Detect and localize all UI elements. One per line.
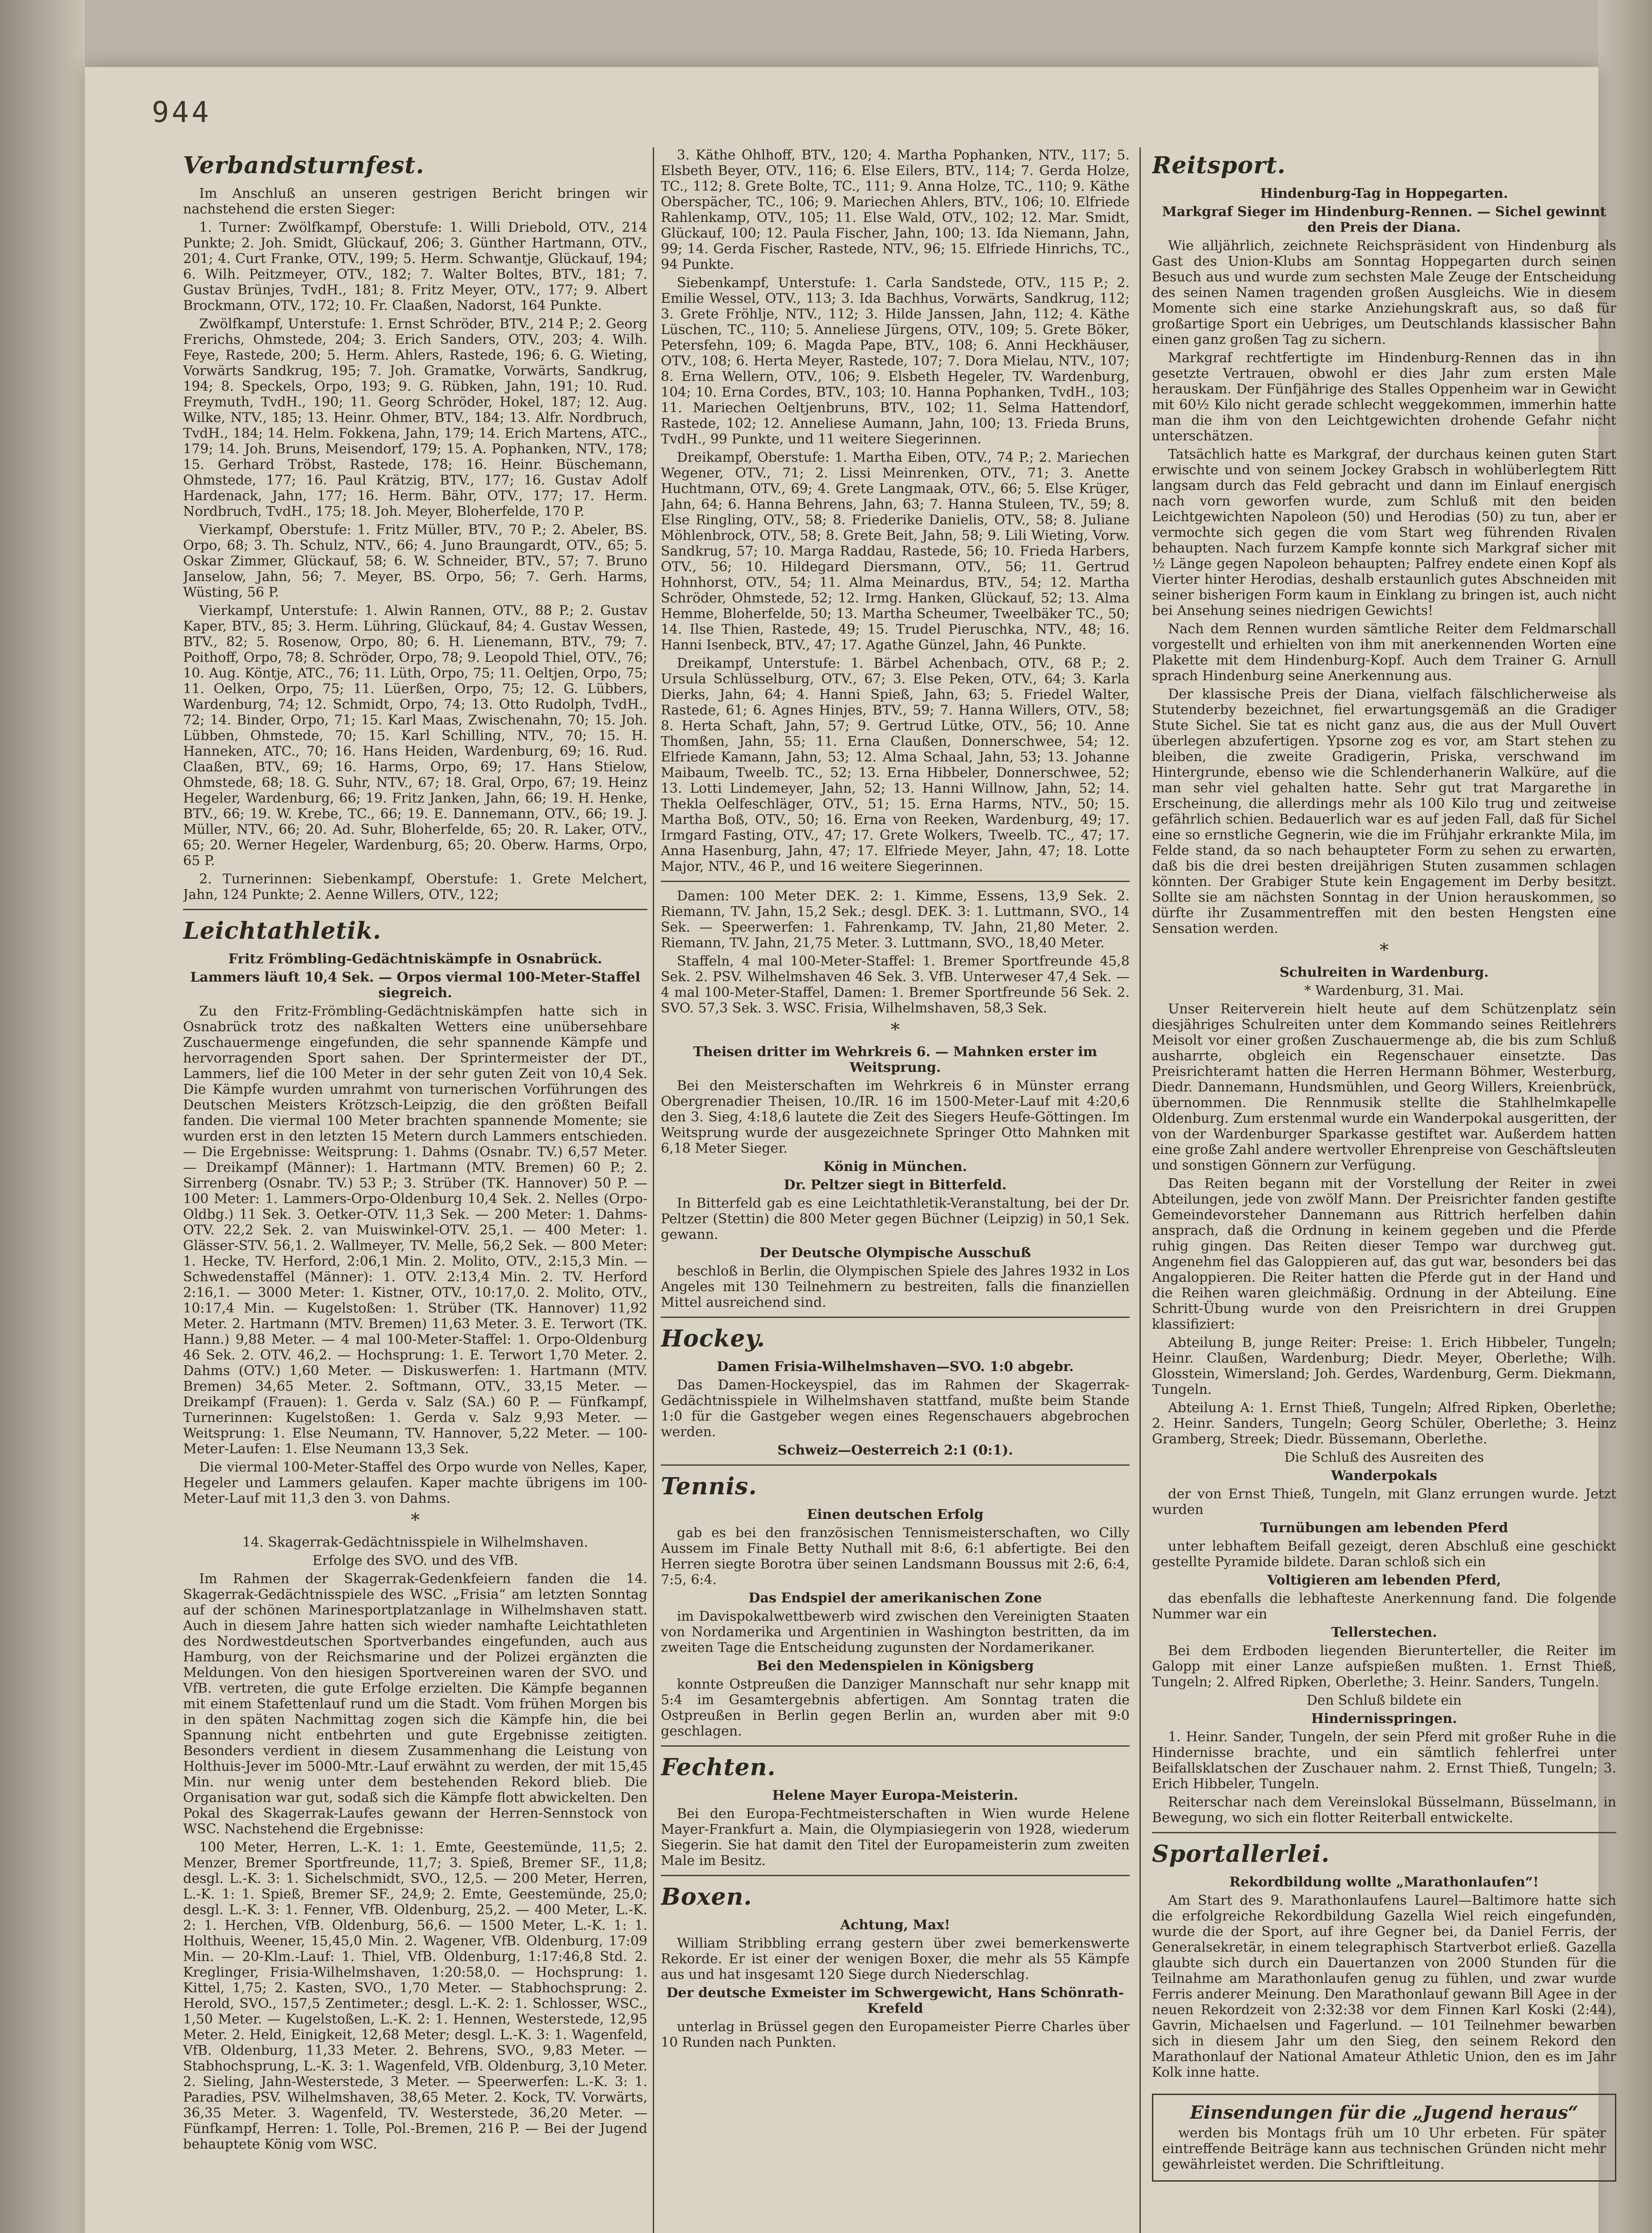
paragraph: Das Reiten begann mit der Vorstellung der Reiter in zwei Abteilungen, jede von zwölf Mann. Der Preisrichter fanden gestifte Gemeindevorsteher Dannemann aus Rittrich herfelben dahin ansprach, daß die Ordnung in keinem gegeben und die Pferde ruhig gingen. Das Reiten dieser Tempo war durchweg gut. Angenehm fiel das Galoppieren auf, das gut war, besonders bei das Angaloppieren. Die Reiter hatten die Pferde gut in der Hand und die Reihen waren gleichmäßig. Ordnung in der Abteilung. Eine Schritt-Übung wurde von den Preisrichtern in drei Gruppen klassifiziert: bbox=[1152, 1176, 1616, 1332]
article-headline: 14. Skagerrak-Gedächtnisspiele in Wilhelmshaven. bbox=[242, 1535, 588, 1550]
paragraph: gab es bei den französischen Tennismeisterschaften, wo Cilly Aussem im Finale Betty Nuthall mit 8:6, 6:1 abfertigte. Bei den Herren siegte Borotra über seinen Landsmann Boussus mit 2:6, 6:4, 7:5, 6:4. bbox=[661, 1525, 1130, 1588]
article-subheadline: Markgraf Sieger im Hindenburg-Rennen. — Sichel gewinnt den Preis der Diana. bbox=[1162, 204, 1606, 235]
paragraph: Die viermal 100-Meter-Staffel des Orpo wurde von Nelles, Kaper, Hegeler und Lammers gelaufen. Kaper machte übrigens im 100-Meter-Lauf mit 11,3 den 3. von Dahms. bbox=[183, 1459, 647, 1506]
dateline: * Wardenburg, 31. Mai. bbox=[1304, 983, 1464, 999]
section-divider bbox=[661, 1464, 1130, 1466]
paragraph: Das Damen-Hockeyspiel, das im Rahmen der Skagerrak-Gedächtnisspiele in Wilhelmshaven stattfand, mußte beim Stande 1:0 für die Gastgeber wegen eines Regenschauers abgebrochen werden. bbox=[661, 1377, 1130, 1440]
section-heading-reitsport: Reitsport. bbox=[1152, 152, 1286, 179]
paragraph: unterlag in Brüssel gegen den Europameister Pierre Charles über 10 Runden nach Punkten. bbox=[661, 2019, 1130, 2050]
section-heading-leichtathletik: Leichtathletik. bbox=[183, 917, 382, 945]
article-headline: Hindenburg-Tag in Hoppegarten. bbox=[1260, 186, 1508, 201]
separator-asterisk: * bbox=[411, 1510, 420, 1530]
section-heading-sportallerlei: Sportallerlei. bbox=[1152, 1840, 1330, 1868]
article-line: Den Schluß bildete ein bbox=[1306, 1693, 1462, 1708]
section-divider bbox=[661, 1317, 1130, 1318]
paragraph: Am Start des 9. Marathonlaufens Laurel—Baltimore hatte sich die erfolgreiche Rekordbildung Gazella Wiel reich eingefunden, wurde die der Sport, auf ihre Gegner bei, da Daniel Ferris, der Generalsekretär, in einem telegraphisch Startverbot erließ. Gazella glaubte sich durch ein Dauertanzen von 2000 Stunden für die Teilnahme am Marathonlaufen genug zu fühlen, und zwar wurde Ferris anderer Meinung. Den Marathonlauf gewann Bill Agee in der neuen Rekordzeit von 2:32:38 vor dem Finnen Karl Koski (2:44), Gavrin, Michaelsen und Fagerlund. — 101 Teilnehmer bewarben sich in diesem Jahr um den Sieg, den seinem Rekord den Marathonlauf der National Amateur Athletic Union, den es im Jahr Kolk inne hatte. bbox=[1152, 1893, 1616, 2080]
article-headline: Dr. Peltzer siegt in Bitterfeld. bbox=[784, 1177, 1007, 1193]
paragraph: 3. Käthe Ohlhoff, BTV., 120; 4. Martha Pophanken, NTV., 117; 5. Elsbeth Beyer, OTV., 116; 6. Else Eilers, BTV., 114; 7. Gerda Holze, TC., 112; 8. Grete Bolte, TC., 111; 9. Anna Holze, TC., 110; 9. Käthe Oberspächer, TC., 106; 9. Mariechen Ahlers, BTV., 106; 10. Elfriede Rahlenkamp, OTV., 105; 11. Else Wald, OTV., 102; 12. Mar. Smidt, Glückauf, 100; 12. Paula Fischer, Jahn, 100; 13. Ida Niemann, Jahn, 99; 14. Gerda Fischer, Rastede, NTV., 96; 15. Elfriede Hinrichs, TC., 94 Punkte. bbox=[661, 147, 1130, 272]
paragraph: Damen: 100 Meter DEK. 2: 1. Kimme, Essens, 13,9 Sek. 2. Riemann, TV. Jahn, 15,2 Sek.; desgl. DEK. 3: 1. Luttmann, SVO., 14 Sek. — Speerwerfen: 1. Fahrenkamp, TV. Jahn, 21,80 Meter. 2. Riemann, TV. Jahn, 21,75 Meter. 3. Luttmann, SVO., 18,40 Meter. bbox=[661, 888, 1130, 951]
article-subheadline: Tellerstechen. bbox=[1331, 1625, 1437, 1640]
article-headline: Der Deutsche Olympische Ausschuß bbox=[759, 1245, 1031, 1261]
notice-box bbox=[1152, 2094, 1616, 2182]
article-subheadline: Hindernisspringen. bbox=[1311, 1711, 1457, 1727]
paragraph: Der klassische Preis der Diana, vielfach fälschlicherweise als Stutenderby bezeichnet, fiel erwartungsgemäß an die Gradiger Stute Sichel. Sie tat es nicht ganz aus, die aus der Mull Ouvert überlegen abzufertigen. Ypsorne zog es vor, am Start stehen zu bleiben, die zweite Gradigerin, Priska, verschwand im Hintergrunde, ebenso wie die Schlenderhanerin Walküre, auf die man sehr viel gehalten hatte. Sehr gut trat Margarethe in Erscheinung, die allerdings mehr als 100 Kilo trug und zeitweise gefährlich schien. Bedauerlich war es auf jeden Fall, daß für Sichel eine so ernstliche Gegnerin, wie die im Frühjahr erkrankte Mila, im Felde stand, da so nach behaupteter Form zu sehen zu erwarten, daß bis die drei besten dreijährigen Stuten zusammen schlagen könnten. Der Grabiger Stute kein Engagement im Derby besitzt. Sollte sie am nächsten Sonntag in der Union herauskommen, so dürfte ihr Zusammentreffen mit den besten Hengsten eine Sensation werden. bbox=[1152, 686, 1616, 937]
paragraph: Im Rahmen der Skagerrak-Gedenkfeiern fanden die 14. Skagerrak-Gedächtnisspiele des WSC. „Frisia“ am letzten Sonntag auf der schönen Marinesportplatzanlage in Wilhelmshaven statt. Auch in diesem Jahre hatten sich wieder namhafte Leichtathleten des Nordwestdeutschen Sportverbandes eingefunden, auch aus Hamburg, von der Reichsmarine und der Polizei ergänzten die Meldungen. Von den hiesigen Sportvereinen waren der SVO. und VfB. vertreten, die gute Erfolge erzielten. Die Kämpfe begannen mit einem Stafettenlauf rund um die Stadt. Vom frühen Morgen bis in den späten Nachmittag zogen sich die Kämpfe hin, die bei Spannung nicht entbehrten und gute Ergebnisse zeitigten. Besonders verdient in diesem Zusammenhang die Leistung von Holthuis-Jever im 5000-Mtr.-Lauf erwähnt zu werden, der mit 15,45 Min. nur wenig unter dem bestehenden Rekord blieb. Die Organisation war gut, sodaß sich die Kämpfe flott abwickelten. Den Pokal des Skagerrak-Laufes gewann der Herren-Sennstock von WSC. Nachstehend die Ergebnisse: bbox=[183, 1571, 647, 1837]
paragraph: Reiterschar nach dem Vereinslokal Büsselmann, Büsselmann, in Bewegung, wo sich ein flotter Reiterball entwickelte. bbox=[1152, 1794, 1616, 1826]
article-headline: König in München. bbox=[823, 1159, 967, 1175]
paragraph: das ebenfalls die lebhafteste Anerkennung fand. Die folgende Nummer war ein bbox=[1152, 1591, 1616, 1622]
paragraph: Abteilung A: 1. Ernst Thieß, Tungeln; Alfred Ripken, Oberlethe; 2. Heinr. Sanders, Tungeln; Georg Schüler, Oberlethe; 3. Heinz Gramberg, Streek; Diedr. Büssemann, Oberlethe. bbox=[1152, 1400, 1616, 1447]
paragraph: Wie alljährlich, zeichnete Reichspräsident von Hindenburg als Gast des Union-Klubs am Sonntag Hoppegarten durch seinen Besuch aus und wurde zum sechsten Male Zeuge der Entscheidung des seinen Namen tragenden großen Ausgleichs. Wie in diesem Momente sich eine starke Anziehungskraft aus, so daß für großartige Sport ein Uebriges, um Deutschlands klassischer Bahn einen ganz großen Tag zu sichern. bbox=[1152, 238, 1616, 347]
article-headline: Achtung, Max! bbox=[840, 1917, 951, 1933]
paragraph: Staffeln, 4 mal 100-Meter-Staffel: 1. Bremer Sportfreunde 45,8 Sek. 2. PSV. Wilhelmshaven 46 Sek. 3. VfB. Unterweser 47,4 Sek. — 4 mal 100-Meter-Staffel, Damen: 1. Bremer Sportfreunde 56 Sek. 2. SVO. 57,3 Sek. 3. WSC. Frisia, Wilhelmshaven, 58,3 Sek. bbox=[661, 953, 1130, 1016]
section-divider bbox=[183, 909, 647, 910]
paragraph: Bei den Meisterschaften im Wehrkreis 6 in Münster errang Obergrenadier Theisen, 10./IR. 16 im 1500-Meter-Lauf mit 4:20,6 den 3. Sieg, 4:18,6 lautete die Zeit des Siegers Heufe-Göttingen. Im Weitsprung wurde der ausgezeichnete Springer Otto Mahnken mit 6,18 Meter Sieger. bbox=[661, 1078, 1130, 1156]
paragraph: unter lebhaftem Beifall gezeigt, deren Abschluß eine geschickt gestellte Pyramide bildete. Daran schloß sich ein bbox=[1152, 1539, 1616, 1570]
article-line: Die Schluß des Ausreiten des bbox=[1284, 1450, 1484, 1465]
article-subheadline: Erfolge des SVO. und des VfB. bbox=[312, 1553, 518, 1568]
article-headline: Damen Frisia-Wilhelmshaven—SVO. 1:0 abgebr. bbox=[717, 1359, 1074, 1375]
paragraph: William Stribbling errang gestern über zwei bemerkenswerte Rekorde. Er ist einer der wenigen Boxer, die mehr als 55 Kämpfe aus und hat insgesamt 120 Siege durch Niederschlag. bbox=[661, 1936, 1130, 1982]
article-subheadline: Wanderpokals bbox=[1331, 1468, 1437, 1484]
section-heading-turnfest: Verbandsturnfest. bbox=[183, 152, 425, 179]
paragraph: In Bitterfeld gab es eine Leichtathletik-Veranstaltung, bei der Dr. Peltzer (Stettin) die 800 Meter gegen Büchner (Leipzig) in 50,1 Sek. gewann. bbox=[661, 1196, 1130, 1242]
article-headline: Rekordbildung wollte „Marathonlaufen“! bbox=[1229, 1874, 1539, 1890]
separator-asterisk: * bbox=[1380, 940, 1389, 961]
section-divider bbox=[1152, 1832, 1616, 1833]
section-heading-boxen: Boxen. bbox=[661, 1883, 752, 1911]
section-heading-hockey: Hockey. bbox=[661, 1325, 765, 1352]
paragraph: Vierkampf, Unterstufe: 1. Alwin Rannen, OTV., 88 P.; 2. Gustav Kaper, BTV., 85; 3. Herm. Lühring, Glückauf, 84; 4. Gustav Wessen, BTV., 82; 5. Rosenow, Orpo, 80; 6. H. Lienemann, BTV., 79; 7. Poithoff, Orpo, 78; 8. Schröder, Orpo, 78; 9. Leopold Thiel, OTV., 76; 10. Aug. Köntje, ATC., 76; 11. Lüth, Orpo, 75; 11. Oeltjen, Orpo, 75; 11. Oelken, Orpo, 75; 11. Lüerßen, Orpo, 75; 12. G. Lübbers, Wardenburg, 74; 12. Schmidt, Orpo, 74; 13. Otto Rudolph, TvdH., 72; 14. Binder, Orpo, 71; 15. Karl Maas, Zwischenahn, 70; 15. Joh. Lübben, Ohmstede, 70; 15. Karl Schilling, NTV., 70; 15. H. Hanneken, ATC., 70; 16. Hans Heiden, Wardenburg, 69; 16. Rud. Claaßen, BTV., 69; 16. Harms, Orpo, 69; 17. Hans Stielow, Ohmstede, 68; 18. G. Suhr, NTV., 67; 18. Gral, Orpo, 67; 19. Heinz Hegeler, Wardenburg, 66; 19. Fritz Janken, Jahn, 66; 19. H. Henke, BTV., 66; 19. W. Krebe, TC., 66; 19. E. Dannemann, OTV., 66; 19. J. Müller, NTV., 66; 20. Ad. Suhr, Bloherfelde, 65; 20. R. Laker, OTV., 65; 20. Werner Hegeler, Wardenburg, 65; 20. Oberw. Harms, Orpo, 65 P. bbox=[183, 603, 647, 869]
paragraph: Dreikampf, Oberstufe: 1. Martha Eiben, OTV., 74 P.; 2. Mariechen Wegener, OTV., 71; 2. Lissi Meinrenken, OTV., 71; 3. Anette Huchtmann, OTV., 69; 4. Grete Langmaak, OTV., 66; 5. Else Krüger, Jahn, 64; 6. Hanna Behrens, Jahn, 63; 7. Hanna Stuleen, TV., 59; 8. Else Ringling, OTV., 58; 8. Friederike Danielis, OTV., 58; 8. Juliane Möhlenbrock, OTV., 58; 8. Grete Beit, Jahn, 58; 9. Lili Wieting, Vorw. Sandkrug, 57; 10. Marga Raddau, Rastede, 56; 10. Frieda Harbers, OTV., 56; 10. Hildegard Diersmann, OTV., 56; 11. Gertrud Hohnhorst, OTV., 54; 11. Alma Meinardus, BTV., 54; 12. Martha Schröder, Ohmstede, 52; 12. Irmg. Hanken, Glückauf, 52; 13. Alma Hemme, Bloherfelde, 50; 13. Martha Scheumer, Tweelbäker TC., 50; 14. Ilse Thien, Rastede, 49; 15. Trudel Pieruschka, NTV., 48; 16. Hanni Isenbeck, BTV., 47; 17. Agathe Günzel, Jahn, 46 Punkte. bbox=[661, 450, 1130, 653]
article-headline: Schulreiten in Wardenburg. bbox=[1279, 965, 1489, 980]
paragraph: Siebenkampf, Unterstufe: 1. Carla Sandstede, OTV., 115 P.; 2. Emilie Wessel, OTV., 113; 3. Ida Bachhus, Vorwärts, Sandkrug, 112; 3. Grete Fröhlje, NTV., 112; 3. Hilde Janssen, Jahn, 112; 4. Käthe Lüschen, TC., 110; 5. Anneliese Jürgens, OTV., 109; 5. Grete Böker, Petersfehn, 109; 6. Magda Pape, BTV., 108; 6. Anni Heckhäuser, OTV., 108; 6. Herta Meyer, Rastede, 107; 7. Dora Mielau, NTV., 107; 8. Erna Wellern, OTV., 106; 9. Elsbeth Hegeler, TV. Wardenburg, 104; 10. Erna Cordes, BTV., 103; 10. Hanna Pophanken, TvdH., 103; 11. Mariechen Oeltjenbruns, BTV., 102; 11. Selma Hattendorf, Rastede, 102; 12. Anneliese Aumann, Jahn, 100; 13. Frieda Bruns, TvdH., 99 Punkte, und 11 weitere Siegerinnen. bbox=[661, 275, 1130, 447]
column-divider-2 bbox=[1139, 147, 1141, 2233]
column-divider-1 bbox=[653, 147, 654, 2233]
paragraph: Im Anschluß an unseren gestrigen Bericht bringen wir nachstehend die ersten Sieger: bbox=[183, 186, 647, 217]
paragraph: Vierkampf, Oberstufe: 1. Fritz Müller, BTV., 70 P.; 2. Abeler, BS. Orpo, 68; 3. Th. Schulz, NTV., 66; 4. Juno Braungardt, OTV., 65; 5. Oskar Zimmer, Glückauf, 58; 6. W. Schneider, BTV., 57; 7. Bruno Janselow, Jahn, 56; 7. Meyer, BS. Orpo, 56; 7. Gerh. Harms, Wüsting, 56 P. bbox=[183, 522, 647, 600]
paragraph: der von Ernst Thieß, Tungeln, mit Glanz errungen wurde. Jetzt wurden bbox=[1152, 1486, 1616, 1518]
article-headline: Das Endspiel der amerikanischen Zone bbox=[748, 1590, 1042, 1606]
page-number: 944 bbox=[152, 96, 212, 129]
paragraph: Markgraf rechtfertigte im Hindenburg-Rennen das in ihn gesetzte Vertrauen, obwohl er dies Jahr zum ersten Male herauskam. Der Fünfjährige des Stalles Oppenheim war in Gewicht mit 60½ Kilo nicht gerade schlecht weggekommen, immerhin hatte man die ihm von den Leichtgewichten drohende Gefahr nicht unterschätzen. bbox=[1152, 350, 1616, 444]
article-headline: Theisen dritter im Wehrkreis 6. — Mahnken erster im Weitsprung. bbox=[693, 1044, 1097, 1075]
article-headline: Helene Mayer Europa-Meisterin. bbox=[772, 1788, 1018, 1803]
separator-asterisk: * bbox=[891, 1020, 900, 1040]
column-2 bbox=[661, 147, 1130, 2233]
article-subheadline: Lammers läuft 10,4 Sek. — Orpos viermal 100-Meter-Staffel siegreich. bbox=[190, 970, 641, 1001]
article-headline: Schweiz—Oesterreich 2:1 (0:1). bbox=[777, 1443, 1013, 1458]
paragraph: beschloß in Berlin, die Olympischen Spiele des Jahres 1932 in Los Angeles mit 130 Teilnehmern zu bestreiten, falls die finanziellen Mittel ausreichend sind. bbox=[661, 1263, 1130, 1310]
section-heading-fechten: Fechten. bbox=[661, 1754, 776, 1781]
paragraph: 1. Turner: Zwölfkampf, Oberstufe: 1. Willi Driebold, OTV., 214 Punkte; 2. Joh. Smidt, Glückauf, 206; 3. Günther Hartmann, OTV., 201; 4. Curt Franke, OTV., 199; 5. Herm. Schwantje, Glückauf, 194; 6. Wilh. Peitzmeyer, OTV., 182; 7. Walter Boltes, BTV., 181; 7. Gustav Brünjes, TvdH., 181; 8. Fritz Meyer, OTV., 177; 9. Albert Brockmann, OTV., 172; 10. Fr. Claaßen, Nadorst, 164 Punkte. bbox=[183, 220, 647, 314]
article-subheadline: Voltigieren am lebenden Pferd, bbox=[1267, 1572, 1501, 1588]
column-1 bbox=[183, 147, 647, 2233]
paragraph: Abteilung B, junge Reiter: Preise: 1. Erich Hibbeler, Tungeln; Heinr. Claußen, Wardenburg; Diedr. Meyer, Oberlethe; Wilh. Glosstein, Wimersland; Joh. Gerdes, Wardenburg, Germ. Diekmann, Tungeln. bbox=[1152, 1335, 1616, 1397]
paragraph: Unser Reiterverein hielt heute auf dem Schützenplatz sein diesjähriges Schulreiten unter dem Kommando seines Reitlehrers Meisolt vor einer großen Zuschauermenge ab, die bis zum Schluß ausharrte, obgleich ein Regenschauer einsetzte. Das Preisrichteramt hatten die Herren Hermann Böhmer, Westerburg, Diedr. Dannemann, Hundsmühlen, und Georg Willers, Kreienbrück, übernommen. Die Rennmusik stellte die Stahlhelmkapelle Oldenburg. Zum erstenmal wurde ein Wanderpokal ausgeritten, der von der Wardenburger Sparkasse gestiftet war. Außerdem hatten eine große Zahl andere wertvoller Ehrenpreise von Geschäftsleuten und sonstigen Gönnern zur Verfügung. bbox=[1152, 1001, 1616, 1173]
article-subheadline: Turnübungen am lebenden Pferd bbox=[1260, 1520, 1508, 1536]
notice-box-title: Einsendungen für die „Jugend heraus“ bbox=[1190, 2102, 1578, 2123]
paragraph: Bei dem Erdboden liegenden Bierunterteller, die Reiter im Galopp mit einer Lanze aufspießen mußten. 1. Ernst Thieß, Tungeln; 2. Alfred Ripken, Oberlethe; 3. Heinr. Sanders, Tungeln. bbox=[1152, 1643, 1616, 1690]
paragraph: 1. Heinr. Sander, Tungeln, der sein Pferd mit großer Ruhe in die Hindernisse brachte, und ein sämtlich fehlerfrei unter Beifallsklatschen der Zuschauer nahm. 2. Ernst Thieß, Tungeln; 3. Erich Hibbeler, Tungeln. bbox=[1152, 1729, 1616, 1792]
article-headline: Der deutsche Exmeister im Schwergewicht, Hans Schönrath-Krefeld bbox=[666, 1985, 1124, 2016]
column-3 bbox=[1152, 147, 1616, 2233]
section-divider bbox=[661, 1875, 1130, 1876]
section-divider bbox=[661, 1745, 1130, 1747]
paragraph: Tatsächlich hatte es Markgraf, der durchaus keinen guten Start erwischte und von seinem Jockey Grabsch in wohlüberlegtem Ritt langsam durch das Feld gebracht und dann im Einlauf energisch nach vorn geworfen wurde, zum Schluß mit den beiden Leichtgewichten Napoleon (50) und Herodias (50) zu tun, aber er vermochte sich gegen die vom Start weg führenden Rivalen behaupten. Nach furzem Kampfe konnte sich Markgraf sicher mit ½ Länge gegen Napoleon behaupten; Palfrey endete einen Kopf als Vierter hinter Herodias, deshalb erstaunlich gutes Abschneiden mit seiner bisherigen Form kaum in Einklang zu bringen ist, auch nicht bei Ansehung seines niedrigen Gewichts! bbox=[1152, 447, 1616, 619]
paragraph: Nach dem Rennen wurden sämtliche Reiter dem Feldmarschall vorgestellt und erhielten von ihm mit anerkennenden Worten eine Plakette mit dem Hindenburg-Kopf. Auch dem Trainer G. Arnull sprach Hindenburg seine Anerkennung aus. bbox=[1152, 621, 1616, 684]
section-divider bbox=[661, 881, 1130, 882]
paragraph: Zu den Fritz-Frömbling-Gedächtniskämpfen hatte sich in Osnabrück trotz des naßkalten Wetters eine unübersehbare Zuschauermenge eingefunden, die sehr spannende Kämpfe und hervorragenden Sport sahen. Der Sprintermeister der DT., Lammers, lief die 100 Meter in der sehr guten Zeit von 10,4 Sek. Die Kämpfe wurden umrahmt von turnerischen Vorführungen des Deutschen Meisters Krötzsch-Leipzig, die den größten Beifall fanden. Die viermal 100 Meter brachten spannende Momente; sie wurden erst in den letzten 15 Metern durch Lammers entschieden. — Die Ergebnisse: Weitsprung: 1. Dahms (Osnabr. TV.) 6,57 Meter. — Dreikampf (Männer): 1. Hartmann (MTV. Bremen) 60 P.; 2. Sirrenberg (Osnabr. TV.) 53 P.; 3. Strüber (TK. Hannover) 50 P. — 100 Meter: 1. Lammers-Orpo-Oldenburg 10,4 Sek. 2. Nelles (Orpo-Oldbg.) 11 Sek. 3. Oetker-OTV. 11,3 Sek. — 200 Meter: 1. Dahms-OTV. 22,2 Sek. 2. van Muiswinkel-OTV. 25,1. — 400 Meter: 1. Glässer-STV. 56,1. 2. Wallmeyer, TV. Melle, 56,2 Sek. — 800 Meter: 1. Hecke, TV. Herford, 2:06,1 Min. 2. Molito, OTV., 2:15,3 Min. — Schwedenstaffel (Männer): 1. OTV. 2:13,4 Min. 2. TV. Herford 2:16,1. — 3000 Meter: 1. Kistner, OTV., 10:17,0. 2. Molito, OTV., 10:17,4 Min. — Kugelstoßen: 1. Strüber (TK. Hannover) 11,92 Meter. 2. Hartmann (MTV. Bremen) 11,63 Meter. 3. E. Terwort (TK. Hann.) 9,88 Meter. — 4 mal 100-Meter-Staffel: 1. Orpo-Oldenburg 46 Sek. 2. OTV. 46,2. — Hochsprung: 1. E. Terwort 1,70 Meter. 2. Dahms (OTV.) 1,60 Meter. — Diskuswerfen: 1. Hartmann (MTV. Bremen) 34,65 Meter. 2. Softmann, OTV., 33,15 Meter. — Dreikampf (Frauen): 1. Gerda v. Salz (SA.) 60 P. — Fünfkampf, Turnerinnen: Kugelstoßen: 1. Gerda v. Salz 9,93 Meter. — Weitsprung: 1. Else Neumann, TV. Hannover, 5,22 Meter. — 100-Meter-Laufen: 1. Else Neumann 13,3 Sek. bbox=[183, 1004, 647, 1457]
paragraph: 2. Turnerinnen: Siebenkampf, Oberstufe: 1. Grete Melchert, Jahn, 124 Punkte; 2. Aenne Willers, OTV., 122; bbox=[183, 871, 647, 903]
notice-box-text: werden bis Montags früh um 10 Uhr erbeten. Für später eintreffende Beiträge kann aus technischen Gründen nicht mehr gewährleistet werden. Die Schriftleitung. bbox=[1162, 2125, 1606, 2172]
paragraph: 100 Meter, Herren, L.-K. 1: 1. Emte, Geestemünde, 11,5; 2. Menzer, Bremer Sportfreunde, 11,7; 3. Spieß, Bremer SF., 11,8; desgl. L.-K. 3: 1. Sichelschmidt, SVO., 12,5. — 200 Meter, Herren, L.-K. 1: 1. Spieß, Bremer SF., 24,9; 2. Emte, Geestemünde, 25,0; desgl. L.-K. 3: 1. Fenner, VfB. Oldenburg, 25,2. — 400 Meter, L.-K. 2: 1. Herchen, VfB. Oldenburg, 56,6. — 1500 Meter, L.-K. 1: 1. Holthuis, Weener, 15,45,0 Min. 2. Wagener, VfB. Oldenburg, 17:09 Min. — 20-Klm.-Lauf: 1. Thiel, VfB. Oldenburg, 1:17:46,8 Std. 2. Kreglinger, Frisia-Wilhelmshaven, 1:20:58,0. — Hochsprung: 1. Kittel, 1,75; 2. Kasten, SVO., 1,70 Meter. — Stabhochsprung: 2. Herold, SVO., 157,5 Zentimeter.; desgl. L.-K. 2: 1. Schlosser, WSC., 1,50 Meter. — Kugelstoßen, L.-K. 2: 1. Hennen, Westerstede, 12,95 Meter. 2. Held, Einigkeit, 12,68 Meter; desgl. L.-K. 3: 1. Wagenfeld, VfB. Oldenburg, 11,33 Meter. 2. Behrens, SVO., 9,83 Meter. — Stabhochsprung, L.-K. 3: 1. Wagenfeld, VfB. Oldenburg, 3,10 Meter. 2. Sieling, Jahn-Westerstede, 3 Meter. — Speerwerfen: L.-K. 3: 1. Paradies, PSV. Wilhelmshaven, 38,65 Meter. 2. Kock, TV. Vorwärts, 36,35 Meter. 3. Wagenfeld, TV. Westerstede, 36,20 Meter. — Fünfkampf, Herren: 1. Tolle, Pol.-Bremen, 216 P. — Bei der Jugend behauptete König vom WSC. bbox=[183, 1840, 647, 2152]
article-headline: Einen deutschen Erfolg bbox=[807, 1507, 984, 1522]
paragraph: Zwölfkampf, Unterstufe: 1. Ernst Schröder, BTV., 214 P.; 2. Georg Frerichs, Ohmstede, 204; 3. Erich Sanders, OTV., 203; 4. Wilh. Feye, Rastede, 200; 5. Herm. Ahlers, Rastede, 196; 6. G. Wieting, Vorwärts Sandkrug, 195; 7. Joh. Gramatke, Vorwärts, Sandkrug, 194; 8. Speckels, Orpo, 193; 9. G. Rübken, Jahn, 191; 10. Rud. Freymuth, TvdH., 190; 11. Georg Schröder, Hokel, 187; 12. Aug. Wilke, NTV., 185; 13. Heinr. Ohmer, BTV., 184; 13. Alfr. Nordbruch, TvdH., 184; 14. Helm. Fokkena, Jahn, 179; 14. Erich Martens, ATC., 179; 14. Joh. Bruns, Meisendorf, 179; 15. A. Pophanken, NTV., 178; 15. Gerhard Tröbst, Rastede, 178; 16. Heinr. Büschemann, Ohmstede, 177; 16. Paul Krätzig, BTV., 177; 16. Gustav Adolf Hardenack, Jahn, 177; 16. Herm. Bähr, OTV., 177; 17. Herm. Nordbruch, TvdH., 175; 18. Joh. Meyer, Bloherfelde, 170 P. bbox=[183, 316, 647, 519]
book-binding-edge bbox=[0, 0, 85, 2233]
paragraph: konnte Ostpreußen die Danziger Mannschaft nur sehr knapp mit 5:4 im Gesamtergebnis abfertigen. Am Sonntag traten die Ostpreußen in Berlin gegen Berlin an, wurden aber mit 9:0 geschlagen. bbox=[661, 1677, 1130, 1739]
paragraph: im Davispokalwettbewerb wird zwischen den Vereinigten Staaten von Nordamerika und Argentinien in Washington bestritten, da im zweiten Tage die Entscheidung zugunsten der Nordamerikaner. bbox=[661, 1609, 1130, 1656]
article-headline: Fritz Frömbling-Gedächtniskämpfe in Osnabrück. bbox=[228, 951, 602, 967]
paragraph: Bei den Europa-Fechtmeisterschaften in Wien wurde Helene Mayer-Frankfurt a. Main, die Olympiasiegerin von 1928, wiederum Siegerin. Sie hat damit den Titel der Europameisterin zum zweiten Male im Besitz. bbox=[661, 1806, 1130, 1869]
article-headline: Bei den Medenspielen in Königsberg bbox=[756, 1658, 1034, 1674]
paragraph: Dreikampf, Unterstufe: 1. Bärbel Achenbach, OTV., 68 P.; 2. Ursula Schlüsselburg, OTV., 67; 3. Else Peken, OTV., 64; 3. Karla Dierks, Jahn, 64; 4. Hanni Spieß, Jahn, 63; 5. Friedel Walter, Rastede, 61; 6. Agnes Hinjes, BTV., 59; 7. Hanna Willers, OTV., 58; 8. Herta Schaft, Jahn, 57; 9. Gertrud Lütke, OTV., 56; 10. Anne Thomßen, Jahn, 55; 11. Erna Claußen, Donnerschwee, 54; 12. Elfriede Kamann, Jahn, 53; 12. Alma Schaal, Jahn, 53; 13. Johanne Maibaum, Tweelb. TC., 52; 13. Erna Hibbeler, Donnerschwee, 52; 13. Lotti Lindemeyer, Jahn, 52; 13. Hanni Willnow, Jahn, 52; 14. Thekla Oelfeschläger, OTV., 51; 15. Erna Harms, NTV., 50; 15. Martha Boß, OTV., 50; 16. Erna von Reeken, Wardenburg, 49; 17. Irmgard Fasting, OTV., 47; 17. Grete Wolkers, Tweelb. TC., 47; 17. Anna Hasenburg, Jahn, 47; 17. Elfriede Meyer, Jahn, 47; 18. Lotte Major, NTV., 46 P., und 16 weitere Siegerinnen. bbox=[661, 656, 1130, 874]
section-heading-tennis: Tennis. bbox=[661, 1473, 757, 1500]
